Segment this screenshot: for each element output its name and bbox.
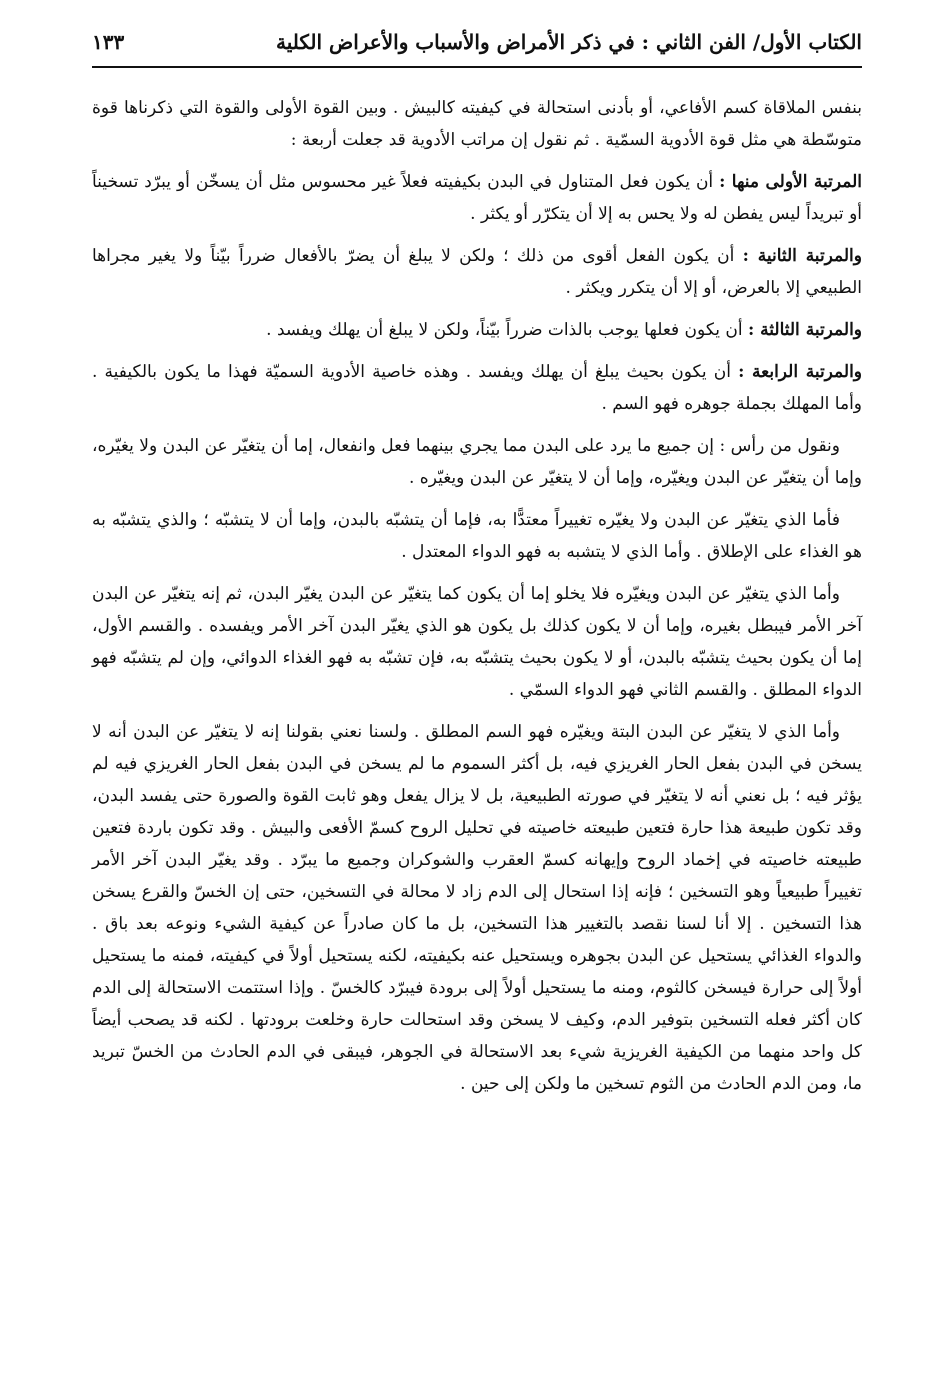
paragraph-text: وأما الذي لا يتغيّر عن البدن البتة ويغيّره فهو السم المطلق . ولسنا نعني بقولنا إنه لا يتغيّر عن البدن أنه لا يسخن في البدن بفعل الحار الغريزي فيه، بل أكثر السموم ما لم يسخن في البدن بفعل الحار الغريزي فيه لم يؤثر فيه ؛ بل نعني أنه لا يتغيّر في صورته الطبيعية، بل لا يزال يفعل وهو ثابت القوة والصورة حتى يفسد البدن، وقد تكون طبيعة هذا حارة فتعين طبيعته خاصيته في تحليل الروح كسمّ الأفعى والبيش . وقد تكون باردة فتعين طبيعته خاصيته في إخماد الروح وإيهانه كسمّ العقرب والشوكران وجميع ما يبرّد . وقد يغيّر البدن آخر الأمر تغييراً طبيعياً وهو التسخين ؛ فإنه إذا استحال إلى الدم زاد لا محالة في التسخين، حتى إن الخسّ والقرع يسخن هذا التسخين . إلا أنا لسنا نقصد بالتغيير هذا التسخين، بل ما كان صادراً عن كيفية الشيء ونوعه بعد باق . والدواء الغذائي يستحيل عن البدن بجوهره ويستحيل عنه بكيفيته، لكنه يستحيل أولاً في كيفيته، فمنه ما يستحيل أولاً إلى حرارة فيسخن كالثوم، ومنه ما يستحيل أولاً إلى برودة فيبرّد كالخسّ . وإذا استتمت الاستحالة إلى الدم كان أكثر فعله التسخين بتوفير الدم، وكيف لا يسخن وقد استحالت حارة وخلعت برودتها . لكنه قد يصحب أيضاً كل واحد منهما من الكيفية الغريزية شيء بعد الاستحالة في الجوهر، فيبقى في الدم الحادث من الخسّ تبريد ما، ومن الدم الحادث من الثوم تسخين ما ولكن إلى حين .	[92, 722, 862, 1094]
paragraph-text: وأما الذي يتغيّر عن البدن ويغيّره فلا يخلو إما أن يكون كما يتغيّر عن البدن يغيّر البدن، ثم إنه يتغيّر عن البدن آخر الأمر فيبطل بغيره، وإما أن لا يكون كذلك بل يكون هو الذي يغيّر البدن آخر الأمر ويفسده . والقسم الأول، إما أن يكون بحيث يتشبّه بالبدن، أو لا يكون بحيث يتشبّه به، فإن تشبّه به فهو الغذاء الدوائي، وإن لم يتشبّه فهو الدواء المطلق . والقسم الثاني فهو الدواء السمّي .	[92, 584, 862, 700]
paragraph-lead: والمرتبة الرابعة :	[738, 362, 862, 382]
paragraph-text: أن يكون فعلها يوجب بالذات ضرراً بيّناً، ولكن لا يبلغ أن يهلك ويفسد .	[266, 320, 748, 340]
paragraph-7	[92, 504, 862, 568]
paragraph-text: فأما الذي يتغيّر عن البدن ولا يغيّره تغييراً معتدًّا به، فإما أن يتشبّه بالبدن، وإما أن لا يتشبّه ؛ والذي يتشبّه به هو الغذاء على الإطلاق . وأما الذي لا يتشبه به فهو الدواء المعتدل .	[92, 510, 862, 562]
page-number: ١٣٣	[92, 30, 125, 54]
header-rule	[92, 66, 862, 68]
paragraph-9	[92, 716, 862, 1100]
paragraph-1	[92, 92, 862, 156]
paragraph-rank-3	[92, 314, 862, 346]
paragraph-lead: والمرتبة الثانية :	[742, 246, 862, 266]
running-header-title: الكتاب الأول/ الفن الثاني : في ذكر الأمراض والأسباب والأعراض الكلية	[275, 30, 862, 54]
paragraph-lead: والمرتبة الثالثة :	[747, 320, 862, 340]
paragraph-lead: المرتبة الأولى منها :	[719, 172, 862, 192]
paragraph-text: أن يكون بحيث يبلغ أن يهلك ويفسد . وهذه خاصية الأدوية السميّة فهذا ما يكون بالكيفية . وأما المهلك بجملة جوهره فهو السم .	[92, 362, 862, 414]
paragraph-text: ونقول من رأس : إن جميع ما يرد على البدن مما يجري بينهما فعل وانفعال، إما أن يتغيّر عن البدن ولا يغيّره، وإما أن يتغيّر عن البدن ويغيّره، وإما أن لا يتغيّر عن البدن ويغيّره .	[92, 436, 862, 488]
paragraph-rank-4	[92, 356, 862, 420]
paragraph-rank-1	[92, 166, 862, 230]
paragraph-rank-2	[92, 240, 862, 304]
body-text	[92, 92, 862, 1110]
paragraph-6	[92, 430, 862, 494]
paragraph-text: بنفس الملاقاة كسم الأفاعي، أو بأدنى استحالة في كيفيته كالبيش . وبين القوة الأولى والقوة التي ذكرناها قوة متوسّطة هي مثل قوة الأدوية السمّية . ثم نقول إن مراتب الأدوية قد جعلت أربعة :	[92, 98, 862, 150]
paragraph-8	[92, 578, 862, 706]
running-header	[92, 24, 862, 66]
paragraph-text: أن يكون فعل المتناول في البدن بكيفيته فعلاً غير محسوس مثل أن يسخّن أو يبرّد تسخيناً أو تبريداً ليس يفطن له ولا يحس به إلا أن يتكرّر أو يكثر .	[92, 172, 862, 224]
paragraph-text: أن يكون الفعل أقوى من ذلك ؛ ولكن لا يبلغ أن يضرّ بالأفعال ضرراً بيّناً ولا يغير مجراها الطبيعي إلا بالعرض، أو إلا أن يتكرر ويكثر .	[92, 246, 862, 298]
